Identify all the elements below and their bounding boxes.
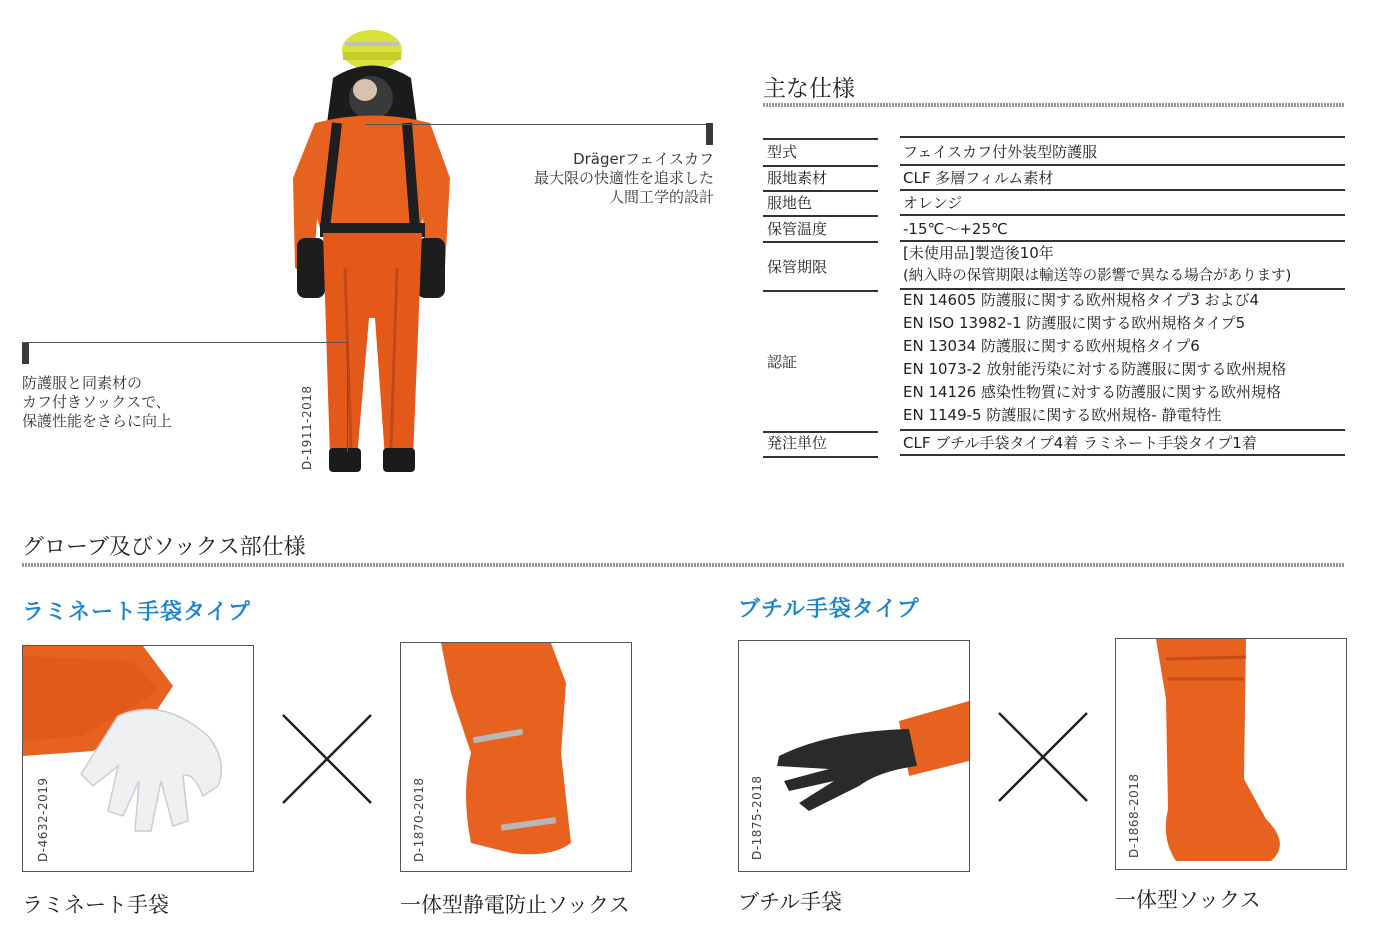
- callout-left-line-1: 防護服と同素材の: [22, 374, 143, 392]
- spec-rule: [763, 138, 878, 140]
- laminate-type-heading: ラミネート手袋タイプ: [22, 600, 251, 625]
- laminate-glove-caption: ラミネート手袋: [22, 893, 169, 917]
- spec-rule: [763, 456, 878, 458]
- spec-label: 保管温度: [767, 220, 828, 238]
- spec-value: CLF 多層フィルム素材: [903, 169, 1054, 187]
- spec-title: 主な仕様: [763, 76, 855, 102]
- callout-line-left: [22, 342, 347, 343]
- spec-label: 型式: [767, 143, 798, 161]
- butyl-glove-caption: ブチル手袋: [738, 890, 842, 914]
- spec-label: 服地素材: [767, 169, 828, 187]
- antistatic-sock-photo: [400, 642, 632, 872]
- callout-right-line-1: Drägerフェイスカフ: [573, 150, 714, 168]
- combination-cross-icon: [996, 710, 1090, 804]
- antistatic-sock-code: D-1870-2018: [412, 777, 426, 862]
- spec-rule: [900, 454, 1345, 456]
- callout-marker-right: [706, 123, 713, 145]
- callout-line-right: [365, 124, 710, 125]
- integrated-sock-caption: 一体型ソックス: [1115, 888, 1261, 912]
- spec-value: EN 1149-5 防護服に関する欧州規格- 静電特性: [903, 406, 1222, 424]
- spec-rule: [900, 429, 1345, 431]
- callout-left-line-2: カフ付きソックスで、: [22, 393, 171, 411]
- spec-title-rule: [763, 103, 1345, 107]
- spec-rule: [900, 164, 1345, 166]
- laminate-glove-code: D-4632-2019: [36, 777, 50, 862]
- hero-photo-code: D-1911-2018: [300, 385, 314, 470]
- antistatic-sock-caption: 一体型静電防止ソックス: [400, 893, 630, 917]
- spec-value: EN 14605 防護服に関する欧州規格タイプ3 および4: [903, 291, 1260, 309]
- spec-label: 服地色: [767, 194, 813, 212]
- spec-value: フェイスカフ付外装型防護服: [903, 143, 1098, 161]
- butyl-glove-photo: [738, 640, 970, 872]
- spec-value: [未使用品]製造後10年: [903, 244, 1054, 262]
- callout-marker-left: [22, 342, 29, 364]
- spec-label: 発注単位: [767, 434, 828, 452]
- gloves-section-title: グローブ及びソックス部仕様: [22, 535, 306, 560]
- callout-right-line-2: 最大限の快適性を追求した: [533, 169, 714, 187]
- integrated-sock-code: D-1868-2018: [1127, 773, 1141, 858]
- integrated-sock-photo: [1115, 638, 1347, 870]
- spec-rule: [763, 290, 878, 292]
- spec-value: オレンジ: [903, 194, 963, 212]
- gloves-section-rule: [22, 563, 1345, 567]
- combination-cross-icon: [280, 712, 374, 806]
- spec-label: 認証: [767, 353, 798, 371]
- spec-value: EN 14126 感染性物質に対する防護服に関する欧州規格: [903, 383, 1281, 401]
- spec-value: EN ISO 13982-1 防護服に関する欧州規格タイプ5: [903, 314, 1246, 332]
- spec-label: 保管期限: [767, 258, 828, 276]
- spec-value: EN 13034 防護服に関する欧州規格タイプ6: [903, 337, 1200, 355]
- spec-value: -15℃～+25℃: [903, 220, 1008, 238]
- spec-value: (納入時の保管期限は輸送等の影響で異なる場合があります): [903, 268, 1292, 284]
- spec-rule: [763, 215, 878, 217]
- spec-rule: [900, 189, 1345, 191]
- spec-rule: [900, 136, 1345, 138]
- spec-value: CLF ブチル手袋タイプ4着 ラミネート手袋タイプ1着: [903, 434, 1257, 452]
- butyl-glove-code: D-1875-2018: [750, 775, 764, 860]
- spec-rule: [900, 214, 1345, 216]
- spec-value: EN 1073-2 放射能汚染に対する防護服に関する欧州規格: [903, 360, 1287, 378]
- butyl-type-heading: ブチル手袋タイプ: [738, 597, 920, 622]
- laminate-glove-photo: [22, 645, 254, 872]
- callout-socks: [22, 374, 172, 431]
- callout-left-line-3: 保護性能をさらに向上: [22, 412, 173, 430]
- spec-rule: [763, 241, 878, 243]
- callout-face-cuff: [520, 150, 714, 207]
- callout-line-left-drop: [347, 342, 348, 452]
- callout-right-line-3: 人間工学的設計: [608, 188, 714, 206]
